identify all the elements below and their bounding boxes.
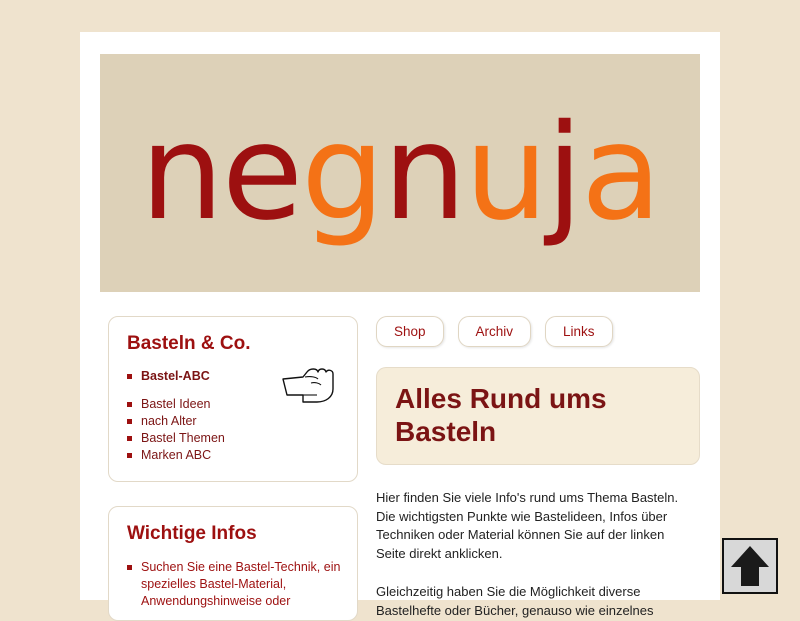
site-banner: [100, 54, 700, 292]
sidebar-item-bastel-themen[interactable]: [127, 431, 343, 446]
scroll-to-top-button[interactable]: [722, 538, 778, 594]
sidebar-menu: [123, 369, 343, 463]
logo-part-5: j: [546, 96, 581, 250]
sidebar-item-bastel-abc[interactable]: [127, 369, 343, 384]
sidebar-item-label: Bastel Themen: [141, 431, 225, 445]
tab-links[interactable]: Links: [545, 316, 613, 347]
logo-part-3: n: [382, 96, 465, 250]
intro-paragraph-1: Hier finden Sie viele Info's rund ums Thema Basteln. Die wichtigsten Punkte wie Bastelideen, Infos über Techniken oder Material können Sie auf der linken Seite direkt anklicken.: [376, 490, 679, 561]
page-container: [80, 32, 720, 618]
sidebar-card-infos-text: Suchen Sie eine Bastel-Technik, ein spezielles Bastel-Material, Anwendungshinweise oder: [123, 559, 343, 610]
logo-part-2: g: [301, 96, 383, 250]
logo-part-6: a: [580, 96, 660, 250]
sidebar-item-label: Bastel Ideen: [141, 397, 211, 411]
main-content: [376, 316, 706, 620]
sidebar-card-basteln-title: Basteln & Co.: [127, 333, 251, 354]
intro-paragraph-2: Gleichzeitig haben Sie die Möglichkeit diverse Bastelhefte oder Bücher, genauso wie einzelnes: [376, 584, 654, 618]
sidebar-item-marken-abc[interactable]: [127, 448, 343, 463]
sidebar-item-label: Bastel-ABC: [141, 369, 210, 383]
sidebar-item-label: nach Alter: [141, 414, 197, 428]
site-logo: [100, 54, 700, 292]
sidebar-item-nach-alter[interactable]: [127, 414, 343, 429]
headline-box: [376, 367, 700, 465]
arrow-up-icon: [724, 540, 776, 592]
logo-part-1: ne: [140, 96, 302, 250]
tab-archiv[interactable]: Archiv: [458, 316, 532, 347]
main-tabs: [376, 316, 706, 347]
sidebar-card-basteln: [108, 316, 358, 482]
sidebar-item-label: Marken ABC: [141, 448, 212, 462]
sidebar: [108, 316, 358, 621]
logo-part-4: u: [464, 96, 547, 250]
page-title: Alles Rund ums Basteln: [395, 383, 607, 447]
sidebar-card-infos: [108, 506, 358, 621]
tab-shop[interactable]: Shop: [376, 316, 444, 347]
sidebar-card-infos-title: Wichtige Infos: [127, 523, 257, 544]
sidebar-item-bastel-ideen[interactable]: [127, 397, 343, 412]
